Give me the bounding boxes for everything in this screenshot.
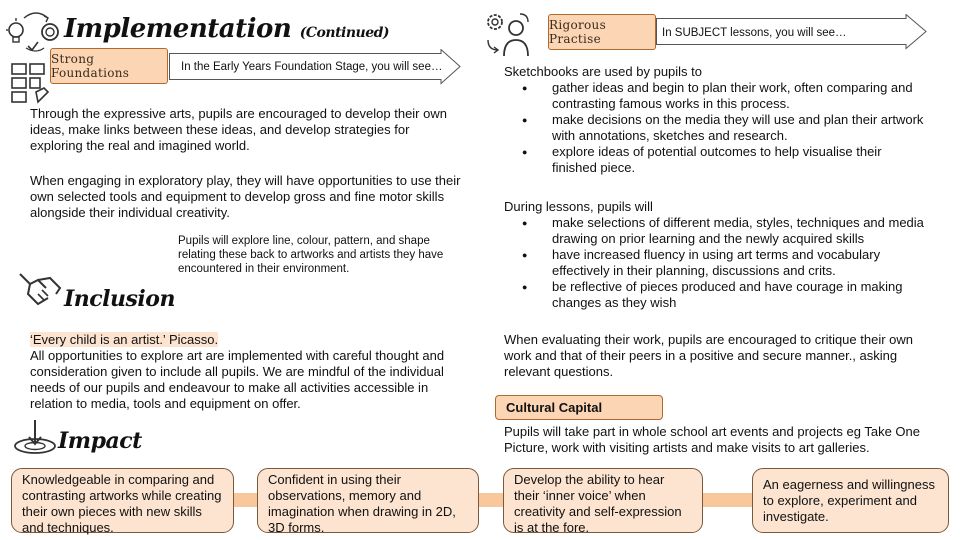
lessons-intro: During lessons, pupils will — [504, 199, 653, 214]
inclusion-paragraph: All opportunities to explore art are implemented with careful thought and consideration given to include all pupils. We are mindful of the individual needs of our pupils and endeavour to make all activities accessible in relation to media, tools and equipment on offer. — [30, 348, 445, 411]
target-arrow-icon — [12, 418, 58, 456]
expressive-arts-paragraph: Through the expressive arts, pupils are encouraged to develop their own ideas, make links between these ideas, and develop strategies for exploring the real and imagined world. — [30, 106, 447, 153]
list-item: ● make decisions on the media they will use and plan their artwork with annotations, sketches and research. — [504, 112, 924, 144]
lessons-list — [504, 215, 924, 311]
impact-box-inner-voice: Develop the ability to hear their ‘inner voice’ when creativity and self-expression is at the fore. — [503, 468, 703, 533]
page-title: Implementation (Continued) — [64, 14, 390, 44]
list-item: ● make selections of different media, styles, techniques and media drawing on prior learning and the newly acquired skills — [504, 215, 924, 247]
impact-box-confident: Confident in using their observations, memory and imagination when drawing in 2D, 3D forms. — [257, 468, 479, 533]
cultural-capital-paragraph: Pupils will take part in whole school art events and projects eg Take One Picture, work with visiting artists and make visits to art galleries. — [504, 424, 920, 455]
impact-connector — [233, 493, 257, 507]
list-item: ● explore ideas of potential outcomes to help visualise their finished piece. — [504, 144, 924, 176]
rigorous-practise-tag: Rigorous Practise — [548, 14, 656, 50]
picasso-quote: ‘Every child is an artist.’ Picasso. — [30, 332, 219, 347]
evaluating-paragraph: When evaluating their work, pupils are encouraged to critique their own work and that of their peers in a positive and secure manner., asking relevant questions. — [504, 332, 914, 379]
cultural-capital-label: Cultural Capital — [495, 395, 663, 420]
building-blocks-icon — [10, 62, 50, 106]
impact-connector — [702, 493, 752, 507]
page-subtitle: (Continued) — [299, 25, 390, 41]
impact-box-knowledgeable: Knowledgeable in comparing and contrasting artworks while creating their own pieces with new skills and techniques. — [11, 468, 234, 533]
exploratory-play-paragraph: When engaging in exploratory play, they will have opportunities to use their own selected tools and equipment to develop gross and fine motor skills alongside their individual creativity. — [30, 173, 461, 220]
sketchbooks-intro: Sketchbooks are used by pupils to — [504, 64, 703, 79]
impact-heading: Impact — [58, 428, 142, 454]
helping-hands-icon — [16, 268, 64, 312]
impact-connector — [478, 493, 503, 507]
strong-foundations-tag: Strong Foundations — [50, 48, 168, 84]
inclusion-heading: Inclusion — [64, 286, 175, 312]
rigorous-arrow-text: In SUBJECT lessons, you will see… — [662, 27, 847, 39]
teacher-gear-icon — [484, 10, 534, 58]
impact-box-eagerness: An eagerness and willingness to explore, experiment and investigate. — [752, 468, 949, 533]
list-item: ● be reflective of pieces produced and have courage in making changes as they wish — [504, 279, 924, 311]
line-colour-note: Pupils will explore line, colour, pattern, and shape relating these back to artworks and artists they have encountered in their environment. — [178, 235, 444, 275]
foundations-arrow-text: In the Early Years Foundation Stage, you will see… — [181, 61, 443, 73]
sketchbook-list — [504, 80, 924, 176]
list-item: ● gather ideas and begin to plan their work, often comparing and contrasting famous works in this process. — [504, 80, 924, 112]
list-item: ● have increased fluency in using art terms and vocabulary effectively in their planning, discussions and crits. — [504, 247, 924, 279]
